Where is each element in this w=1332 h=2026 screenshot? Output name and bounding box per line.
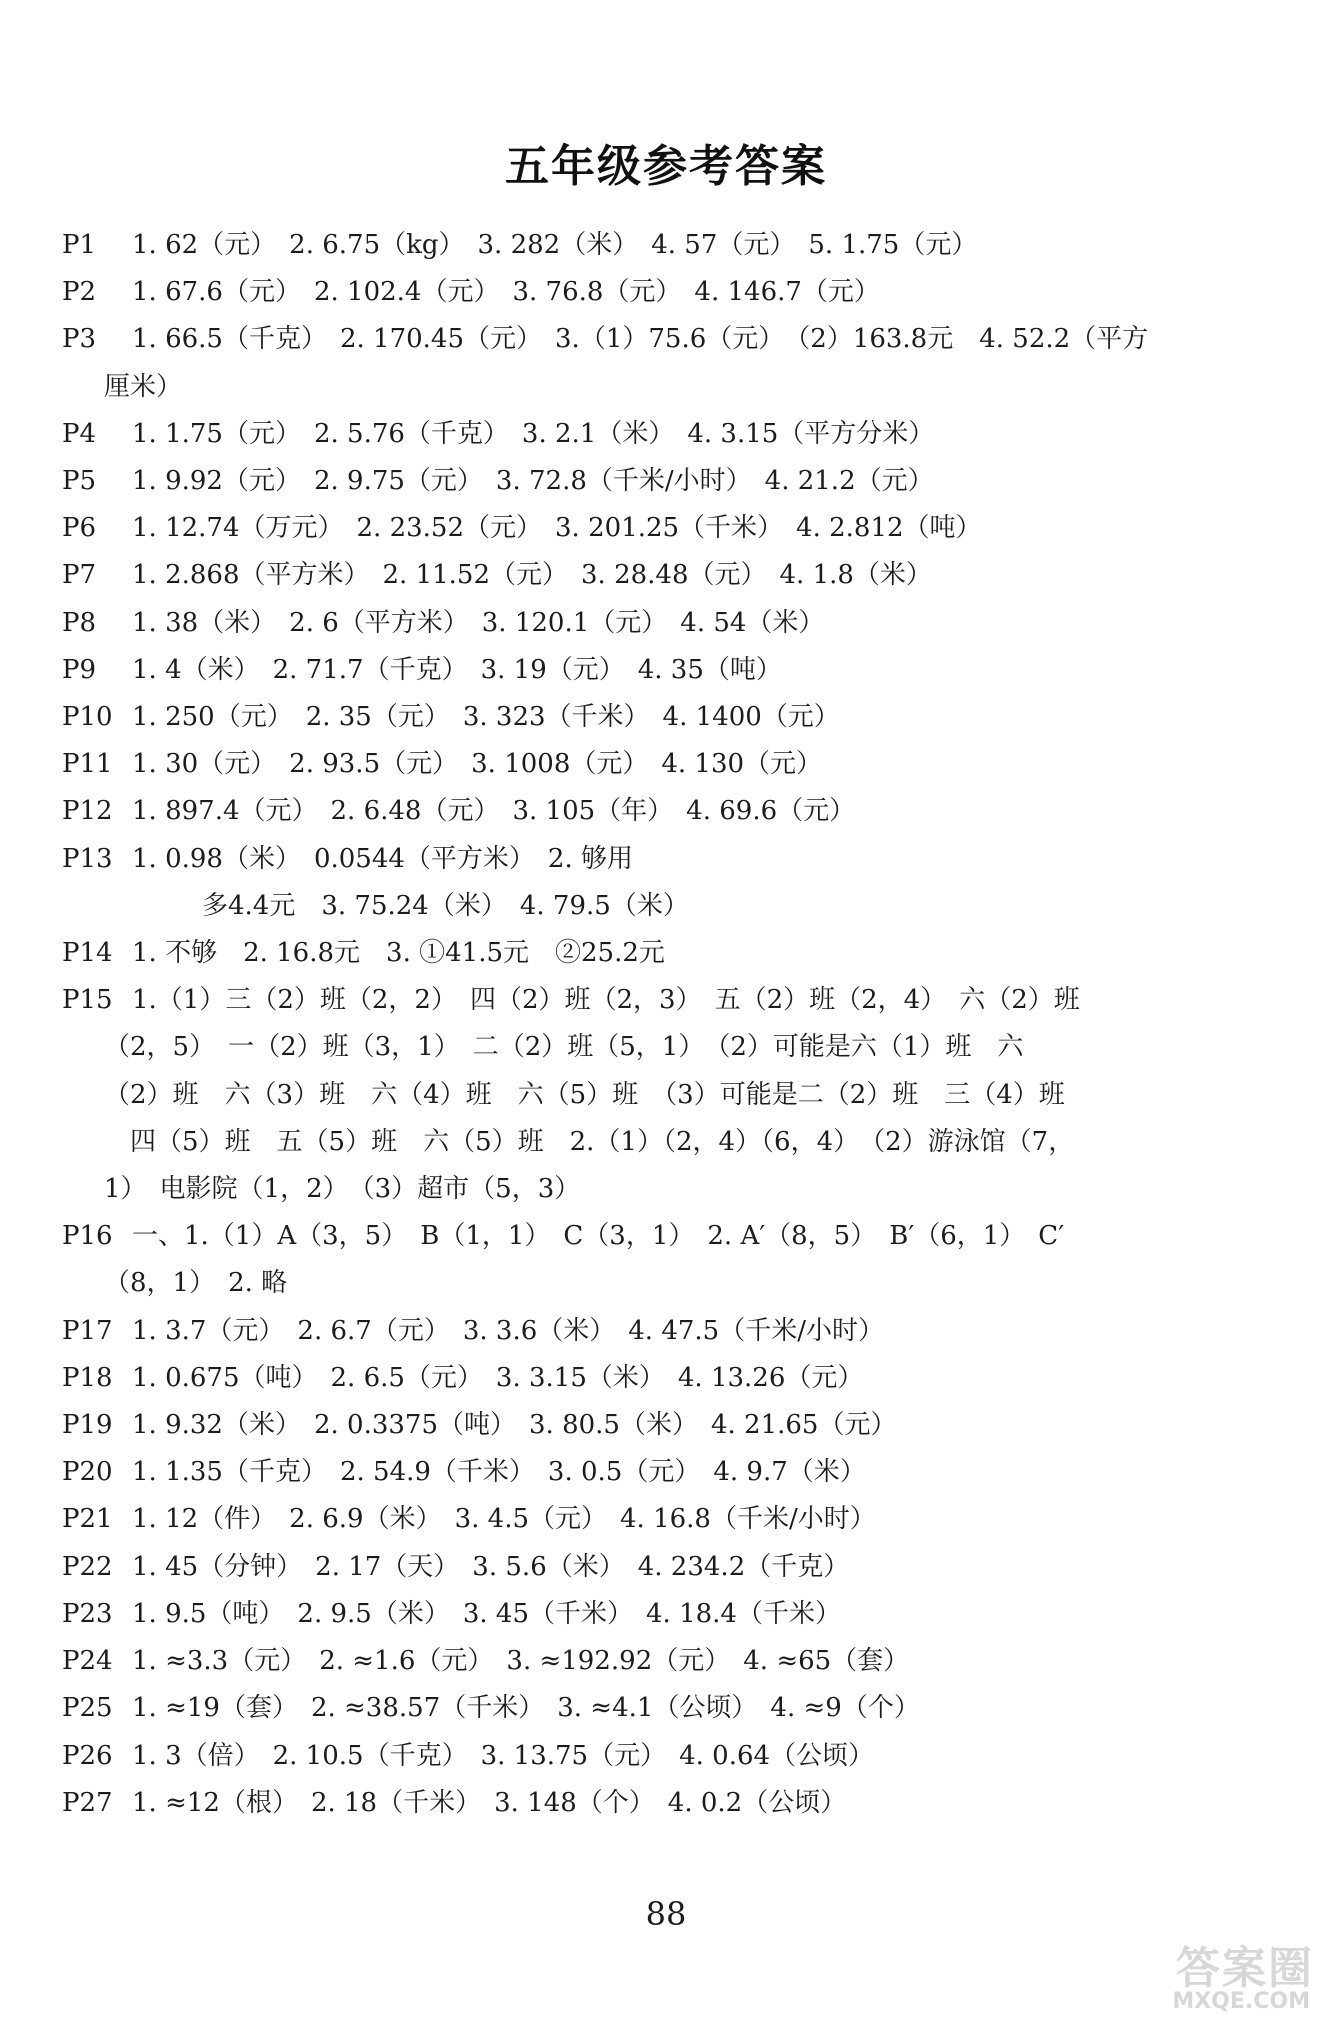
- answer-line: 1. ≈19（套） 2. ≈38.57（千米） 3. ≈4.1（公顷） 4. ≈9（个）: [132, 1693, 920, 1724]
- page-ref: P19: [62, 1410, 113, 1441]
- page-ref: P17: [62, 1315, 113, 1346]
- page-ref: P24: [62, 1646, 113, 1677]
- watermark-sub: MXQE.COM: [1172, 1989, 1310, 2014]
- page-ref: P4: [62, 418, 97, 449]
- answer-row: [62, 552, 1262, 599]
- answer-line: 1. 0.675（吨） 2. 6.5（元） 3. 3.15（米） 4. 13.26（元）: [132, 1362, 864, 1393]
- answer-row: [62, 1733, 1262, 1780]
- answer-row: [62, 1449, 1262, 1496]
- answer-content: [132, 741, 1262, 788]
- page-ref: P13: [62, 843, 113, 874]
- answer-line: 1. ≈3.3（元） 2. ≈1.6（元） 3. ≈192.92（元） 4. ≈65（套）: [132, 1646, 910, 1677]
- page-ref: P9: [62, 654, 97, 685]
- answer-line: 1. ≈12（根） 2. 18（千米） 3. 148（个） 4. 0.2（公顷）: [132, 1787, 847, 1818]
- answer-line: 1. 62（元） 2. 6.75（kg） 3. 282（米） 4. 57（元） 5. 1.75（元）: [132, 230, 978, 260]
- answer-row: [62, 1308, 1262, 1355]
- page-ref: P18: [62, 1362, 113, 1393]
- answer-row: [62, 1544, 1262, 1591]
- answer-content: [132, 1638, 1262, 1685]
- answer-content: [132, 1544, 1262, 1591]
- answer-row: [62, 1780, 1262, 1827]
- answer-row: [62, 222, 1262, 269]
- answer-line: 1. 67.6（元） 2. 102.4（元） 3. 76.8（元） 4. 146.7（元）: [132, 277, 880, 308]
- answer-content: [132, 1496, 1262, 1543]
- answer-line: 一、1.（1）A（3，5） B（1，1） C（3，1） 2. A′（8，5） B′（6，1） C′: [132, 1221, 1065, 1252]
- answer-line: 1.（1）三（2）班（2，2） 四（2）班（2，3） 五（2）班（2，4） 六（2）班: [132, 985, 1080, 1016]
- answer-content: [104, 977, 1262, 1213]
- watermark-logo: [1084, 1932, 1314, 2014]
- answer-row: [62, 316, 1262, 410]
- answer-line: 1. 38（米） 2. 6（平方米） 3. 120.1（元） 4. 54（米）: [132, 607, 825, 638]
- answer-row: [62, 1355, 1262, 1402]
- answer-line: 1. 1.35（千克） 2. 54.9（千米） 3. 0.5（元） 4. 9.7（米）: [132, 1457, 866, 1488]
- answer-content: [132, 411, 1262, 458]
- answer-row: [62, 930, 1262, 977]
- page-ref: P3: [62, 324, 97, 355]
- page-ref: P21: [62, 1504, 113, 1535]
- answer-line: 多4.4元 3. 75.24（米） 4. 79.5（米）: [202, 890, 689, 921]
- answer-line: 1. 不够 2. 16.8元 3. ①41.5元 ②25.2元: [132, 938, 665, 969]
- answer-row: [62, 1685, 1262, 1732]
- page-ref: P20: [62, 1457, 113, 1488]
- answer-row: [62, 741, 1262, 788]
- page-ref: P27: [62, 1787, 113, 1818]
- page-ref: P2: [62, 277, 97, 308]
- answer-content: [104, 1213, 1262, 1307]
- answer-line: （2）班 六（3）班 六（4）班 六（5）班 （3）可能是二（2）班 三（4）班: [104, 1079, 1065, 1110]
- page-ref: P12: [62, 796, 113, 827]
- answer-line: 1. 12（件） 2. 6.9（米） 3. 4.5（元） 4. 16.8（千米/小时）: [132, 1504, 876, 1535]
- answer-line: （2，5） 一（2）班（3，1） 二（2）班（5，1） （2）可能是六（1）班 六: [104, 1032, 1024, 1063]
- page-ref: P11: [62, 749, 113, 780]
- answer-content: [132, 552, 1262, 599]
- answer-line: 1. 3.7（元） 2. 6.7（元） 3. 3.6（米） 4. 47.5（千米/小时）: [132, 1315, 884, 1346]
- page-ref: P25: [62, 1693, 113, 1724]
- answer-line: 1. 897.4（元） 2. 6.48（元） 3. 105（年） 4. 69.6（元）: [132, 796, 856, 827]
- answer-line: 厘米）: [104, 371, 183, 402]
- page-ref: P14: [62, 938, 113, 969]
- page-ref: P7: [62, 560, 97, 591]
- page-ref: P8: [62, 607, 97, 638]
- page-ref: P5: [62, 466, 97, 497]
- answer-row: [62, 600, 1262, 647]
- answer-row: [62, 458, 1262, 505]
- answer-list: [62, 222, 1262, 1827]
- answer-line: 1） 电影院（1，2） （3）超市（5，3）: [104, 1174, 581, 1205]
- answer-line: 1. 1.75（元） 2. 5.76（千克） 3. 2.1（米） 4. 3.15（平方分米）: [132, 418, 935, 449]
- answer-content: [132, 1402, 1262, 1449]
- answer-content: [132, 647, 1262, 694]
- answer-content: [104, 316, 1262, 410]
- answer-content: [132, 505, 1262, 552]
- answer-row: [62, 1213, 1262, 1307]
- answer-line: 1. 9.5（吨） 2. 9.5（米） 3. 45（千米） 4. 18.4（千米）: [132, 1598, 841, 1629]
- answer-line: 1. 4（米） 2. 71.7（千克） 3. 19（元） 4. 35（吨）: [132, 654, 782, 685]
- answer-row: [62, 411, 1262, 458]
- answer-row: [62, 977, 1262, 1213]
- page-ref: P16: [62, 1221, 113, 1252]
- answer-row: [62, 505, 1262, 552]
- answer-content: [132, 1449, 1262, 1496]
- answer-line: 1. 30（元） 2. 93.5（元） 3. 1008（元） 4. 130（元）: [132, 749, 823, 780]
- answer-row: [62, 647, 1262, 694]
- answer-content: [132, 1685, 1262, 1732]
- answer-content: [132, 1591, 1262, 1638]
- answer-content: [132, 836, 1262, 930]
- answer-content: [132, 1355, 1262, 1402]
- answer-line: 1. 45（分钟） 2. 17（天） 3. 5.6（米） 4. 234.2（千克）: [132, 1551, 850, 1582]
- answer-line: 1. 9.32（米） 2. 0.3375（吨） 3. 80.5（米） 4. 21.65（元）: [132, 1410, 897, 1441]
- answer-row: [62, 269, 1262, 316]
- answer-row: [62, 836, 1262, 930]
- answer-row: [62, 788, 1262, 835]
- page-ref: P1: [62, 230, 97, 260]
- answer-content: [132, 694, 1262, 741]
- page-ref: P26: [62, 1740, 113, 1771]
- answer-line: 四（5）班 五（5）班 六（5）班 2.（1）（2，4）（6，4） （2）游泳馆（7，: [104, 1126, 1075, 1157]
- answer-content: [132, 1308, 1262, 1355]
- page-number: 88: [645, 1895, 687, 1933]
- page-ref: P10: [62, 702, 113, 733]
- answer-line: 1. 3（倍） 2. 10.5（千克） 3. 13.75（元） 4. 0.64（公顷）: [132, 1740, 875, 1771]
- answer-content: [132, 788, 1262, 835]
- page-ref: P6: [62, 513, 97, 544]
- answer-line: （8，1） 2. 略: [104, 1268, 288, 1299]
- answer-line: 1. 0.98（米） 0.0544（平方米） 2. 够用: [132, 843, 634, 874]
- page-ref: P22: [62, 1551, 113, 1582]
- answer-content: [132, 600, 1262, 647]
- answer-line: 1. 9.92（元） 2. 9.75（元） 3. 72.8（千米/小时） 4. 21.2（元）: [132, 466, 934, 497]
- answer-line: 1. 2.868（平方米） 2. 11.52（元） 3. 28.48（元） 4. 1.8（米）: [132, 560, 932, 591]
- answer-content: [132, 930, 1262, 977]
- answer-line: 1. 12.74（万元） 2. 23.52（元） 3. 201.25（千米） 4. 2.812（吨）: [132, 513, 982, 544]
- answer-row: [62, 1638, 1262, 1685]
- answer-content: [132, 222, 1262, 269]
- answer-content: [132, 269, 1262, 316]
- answer-row: [62, 694, 1262, 741]
- answer-line: 1. 250（元） 2. 35（元） 3. 323（千米） 4. 1400（元）: [132, 702, 840, 733]
- answer-content: [132, 1733, 1262, 1780]
- answer-row: [62, 1496, 1262, 1543]
- answer-content: [132, 458, 1262, 505]
- answer-content: [132, 1780, 1262, 1827]
- answer-line: 1. 66.5（千克） 2. 170.45（元） 3.（1）75.6（元） （2）163.8元 4. 52.2（平方: [132, 324, 1149, 355]
- page-ref: P23: [62, 1598, 113, 1629]
- page-ref: P15: [62, 985, 113, 1016]
- watermark-main: 答案圈: [1176, 1943, 1314, 1994]
- answer-row: [62, 1402, 1262, 1449]
- page-title: 五年级参考答案: [505, 141, 827, 192]
- answer-row: [62, 1591, 1262, 1638]
